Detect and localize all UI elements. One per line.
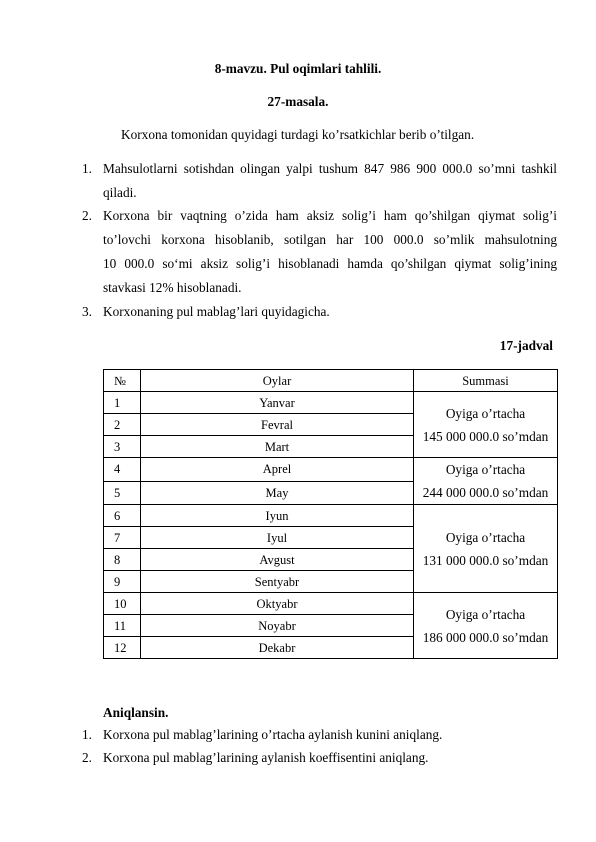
sum-cell — [414, 593, 558, 659]
sum-value: 145 000 000.0 so’mdan — [422, 428, 549, 444]
row-month: Noyabr — [141, 615, 414, 637]
table-caption: 17-jadval — [499, 338, 553, 353]
task-heading: Aniqlansin. — [103, 705, 169, 720]
table-header-row — [104, 370, 558, 392]
task-number: 1. — [82, 727, 92, 742]
table-row — [104, 505, 558, 527]
task-text: Korxona pul mablag’larining o’rtacha aylanish kunini aniqlang. — [103, 727, 443, 742]
list-item-line: Korxona bir vaqtning o’zida ham aksiz solig’i ham qo’shilgan qiymat solig’i — [103, 208, 557, 223]
sum-label: Oyiga o’rtacha — [445, 529, 526, 545]
row-month: Oktyabr — [141, 593, 414, 615]
row-number: 4 — [104, 458, 141, 482]
sum-label: Oyiga o’rtacha — [445, 405, 526, 421]
row-number: 3 — [104, 436, 141, 458]
row-month: Avgust — [141, 549, 414, 571]
sum-value: 244 000 000.0 so’mdan — [422, 485, 549, 500]
row-month: Fevral — [141, 414, 414, 436]
page-title: 8-mavzu. Pul oqimlari tahlili. — [214, 61, 382, 76]
sum-label: Oyiga o’rtacha — [445, 606, 526, 622]
sum-value: 186 000 000.0 so’mdan — [422, 629, 549, 645]
task-number: 2. — [82, 750, 92, 765]
row-month: Iyul — [141, 527, 414, 549]
row-month: Mart — [141, 436, 414, 458]
sum-cell — [414, 458, 558, 505]
row-number: 7 — [104, 527, 141, 549]
list-item-number: 3. — [82, 304, 92, 319]
header-cell-sum: Summasi — [414, 370, 558, 392]
list-item-line: qiladi. — [103, 185, 137, 200]
table-row — [104, 458, 558, 482]
header-cell-month: Oylar — [141, 370, 414, 392]
list-item-line: Korxonaning pul mablag’lari quyidagicha. — [103, 304, 330, 319]
row-month: Aprel — [141, 458, 414, 482]
sum-cell — [414, 392, 558, 458]
list-item-line: stavkasi 12% hisoblanadi. — [103, 280, 242, 295]
problem-subtitle: 27-masala. — [267, 94, 329, 109]
row-month: May — [141, 481, 414, 505]
sum-label: Oyiga o’rtacha — [445, 462, 526, 477]
list-item-line: 10 000.0 so‘mi aksiz solig’i hisoblanadi hamda qo’shilgan qiymat solig’ining — [103, 256, 557, 271]
list-item-line: to’lovchi korxona hisoblanib, sotilgan har 100 000.0 so’mlik mahsulotning — [103, 232, 557, 247]
task-text: Korxona pul mablag’larining aylanish koeffisentini aniqlang. — [103, 750, 429, 765]
row-number: 8 — [104, 549, 141, 571]
row-number: 11 — [104, 615, 141, 637]
row-number: 6 — [104, 505, 141, 527]
row-number: 2 — [104, 414, 141, 436]
row-month: Yanvar — [141, 392, 414, 414]
row-number: 9 — [104, 571, 141, 593]
row-number: 12 — [104, 637, 141, 659]
list-item-number: 2. — [82, 208, 92, 223]
intro-text: Korxona tomonidan quyidagi turdagi ko’rsatkichlar berib o’tilgan. — [121, 127, 475, 142]
list-item-line: Mahsulotlarni sotishdan olingan yalpi tushum 847 986 900 000.0 so’mni tashkil — [103, 161, 557, 176]
row-number: 1 — [104, 392, 141, 414]
row-number: 5 — [104, 481, 141, 505]
row-month: Dekabr — [141, 637, 414, 659]
header-cell-number: № — [104, 370, 141, 392]
sum-cell — [414, 505, 558, 593]
row-number: 10 — [104, 593, 141, 615]
sum-value: 131 000 000.0 so’mdan — [422, 552, 549, 568]
row-month: Sentyabr — [141, 571, 414, 593]
row-month: Iyun — [141, 505, 414, 527]
list-item-number: 1. — [82, 161, 92, 176]
funds-table — [103, 369, 558, 659]
table-row — [104, 593, 558, 615]
table-row — [104, 392, 558, 414]
